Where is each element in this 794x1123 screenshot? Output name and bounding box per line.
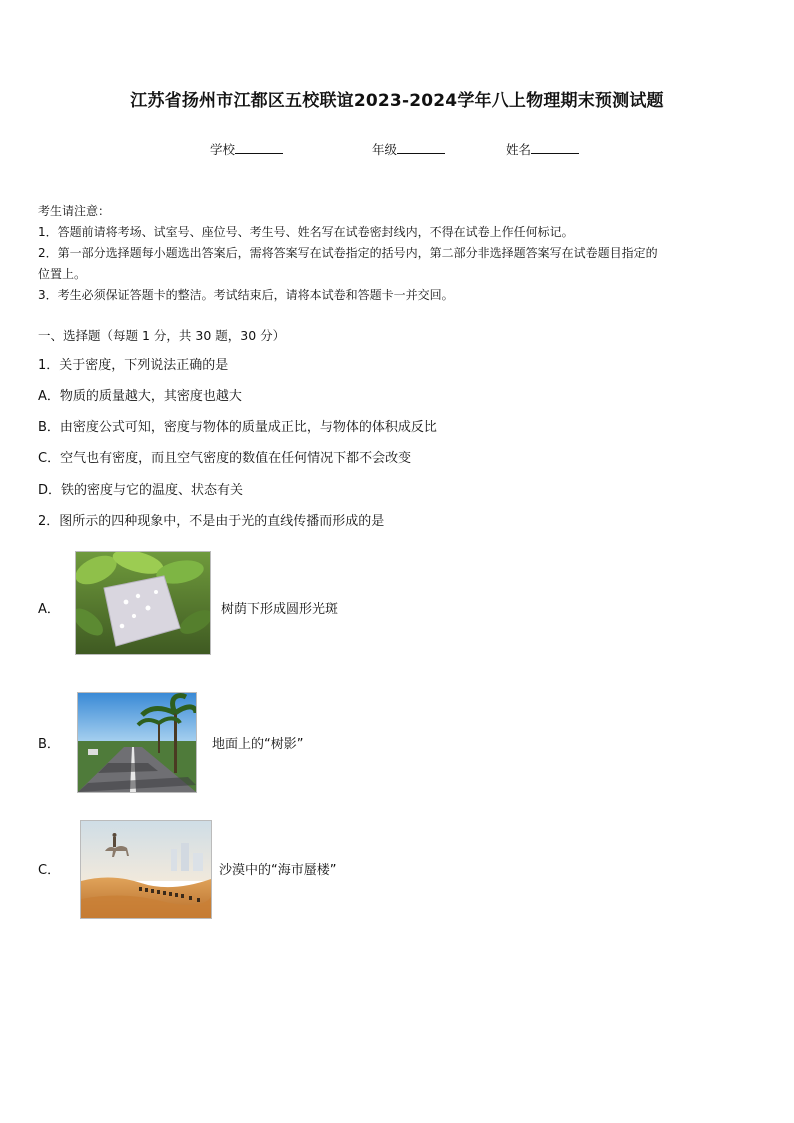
notice-heading: 考生请注意： [38,204,111,218]
question-1-option-c: C．空气也有密度，而且空气密度的数值在任何情况下都不会改变 [38,451,412,466]
question-1-option-b: B．由密度公式可知，密度与物体的质量成正比，与物体的体积成反比 [38,420,437,435]
student-info-row [0,140,794,160]
grade-field [372,140,445,158]
question-2-option-b-letter: B． [38,737,60,752]
page-title: 江苏省扬州市江都区五校联谊2023-2024学年八上物理期末预测试题 [130,91,664,111]
school-field [210,140,283,158]
name-field [506,140,579,158]
grade-label: 年级 [372,142,398,157]
name-label: 姓名 [506,142,532,157]
notice-item-1: 1．答题前请将考场、试室号、座位号、考生号、姓名写在试卷密封线内，不得在试卷上作任何标记。 [38,225,574,239]
notice-item-2: 2．第一部分选择题每小题选出答案后，需将答案写在试卷指定的括号内，第二部分非选择题答案写在试卷题目指定的 [38,246,658,260]
question-2-stem: 2．图所示的四种现象中，不是由于光的直线传播而形成的是 [38,514,385,529]
leaves-light-spots-photo [75,551,211,655]
desert-mirage-photo [80,820,212,919]
section-heading: 一、选择题（每题 1 分，共 30 题，30 分） [38,328,286,343]
question-2-option-c-letter: C． [38,863,61,878]
school-label: 学校 [210,142,236,157]
name-blank [531,141,579,154]
question-2-option-b-text: 地面上的“树影” [212,737,304,752]
palm-road-shadow-photo [77,692,197,793]
notice-item-2-cont: 位置上。 [38,267,87,281]
notice-item-3: 3．考生必须保证答题卡的整洁。考试结束后，请将本试卷和答题卡一并交回。 [38,288,454,302]
question-2-option-a-text: 树荫下形成圆形光斑 [221,602,339,617]
question-2-option-a-letter: A． [38,602,60,617]
question-1-option-d: D．铁的密度与它的温度、状态有关 [38,483,244,498]
question-2-option-c-text: 沙漠中的“海市蜃楼” [219,863,337,878]
grade-blank [397,141,445,154]
school-blank [235,141,283,154]
question-1-option-a: A．物质的质量越大，其密度也越大 [38,389,242,404]
question-1-stem: 1．关于密度，下列说法正确的是 [38,358,229,373]
